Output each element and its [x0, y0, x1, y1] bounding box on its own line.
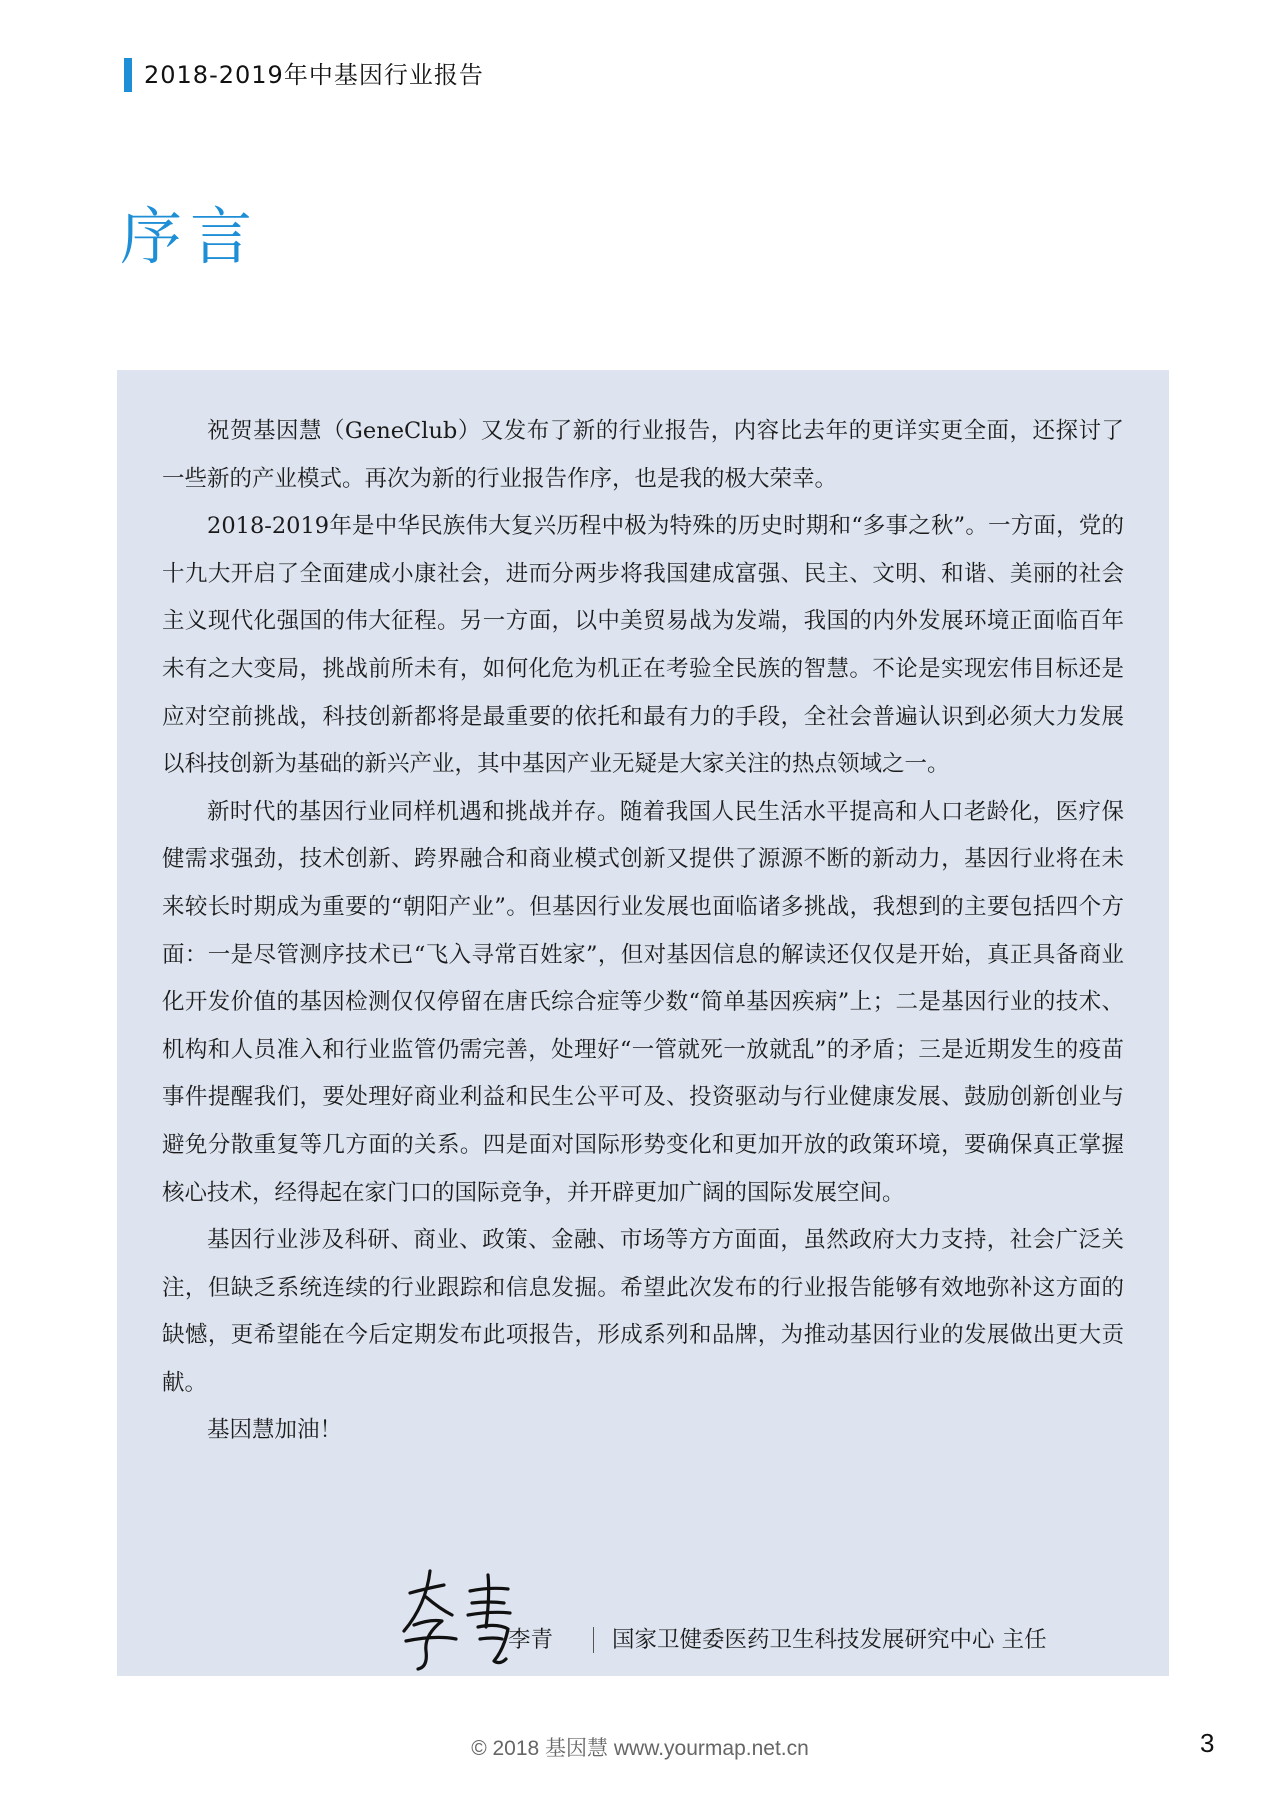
signature-title: 国家卫健委医药卫生科技发展研究中心 主任: [612, 1627, 1047, 1653]
paragraph: 祝贺基因慧（GeneClub）又发布了新的行业报告，内容比去年的更详实更全面，还探讨了一些新的产业模式。再次为新的行业报告作序，也是我的极大荣幸。: [162, 418, 1124, 492]
header-title: 2018-2019年中基因行业报告: [144, 61, 484, 89]
paragraph: 2018-2019年是中华民族伟大复兴历程中极为特殊的历史时期和“多事之秋”。一方面，党的十九大开启了全面建成小康社会，进而分两步将我国建成富强、民主、文明、和谐、美丽的社会主义现代化强国的伟大征程。另一方面，以中美贸易战为发端，我国的内外发展环境正面临百年未有之大变局，挑战前所未有，如何化危为机正在考验全民族的智慧。不论是实现宏伟目标还是应对空前挑战，科技创新都将是最重要的依托和最有力的手段，全社会普遍认识到必须大力发展以科技创新为基础的新兴产业，其中基因产业无疑是大家关注的热点领域之一。: [162, 513, 1124, 778]
closing-line: 基因慧加油！: [207, 1417, 343, 1444]
footer-copyright: © 2018 基因慧 www.yourmap.net.cn: [471, 1737, 809, 1760]
handwritten-signature: [396, 1565, 552, 1675]
preface-body: [162, 408, 1124, 1455]
page-title: 序言: [120, 200, 261, 273]
paragraph: 新时代的基因行业同样机遇和挑战并存。随着我国人民生活水平提高和人口老龄化，医疗保健需求强劲，技术创新、跨界融合和商业模式创新又提供了源源不断的新动力，基因行业将在未来较长时期成为重要的“朝阳产业”。但基因行业发展也面临诸多挑战，我想到的主要包括四个方面：一是尽管测序技术已“飞入寻常百姓家”，但对基因信息的解读还仅仅是开始，真正具备商业化开发价值的基因检测仅仅停留在唐氏综合症等少数“简单基因疾病”上；二是基因行业的技术、机构和人员准入和行业监管仍需完善，处理好“一管就死一放就乱”的矛盾；三是近期发生的疫苗事件提醒我们，要处理好商业利益和民生公平可及、投资驱动与行业健康发展、鼓励创新创业与避免分散重复等几方面的关系。四是面对国际形势变化和更加开放的政策环境，要确保真正掌握核心技术，经得起在家门口的国际竞争，并开辟更加广阔的国际发展空间。: [162, 798, 1124, 1206]
signature-name: 李青: [508, 1627, 554, 1653]
signature-divider: [593, 1627, 594, 1653]
paragraph: 基因行业涉及科研、商业、政策、金融、市场等方方面面，虽然政府大力支持，社会广泛关注，但缺乏系统连续的行业跟踪和信息发掘。希望此次发布的行业报告能够有效地弥补这方面的缺憾，更希望能在今后定期发布此项报告，形成系列和品牌，为推动基因行业的发展做出更大贡献。: [162, 1227, 1124, 1396]
page-number: 3: [1200, 1728, 1215, 1758]
header-accent-bar: [124, 58, 132, 92]
